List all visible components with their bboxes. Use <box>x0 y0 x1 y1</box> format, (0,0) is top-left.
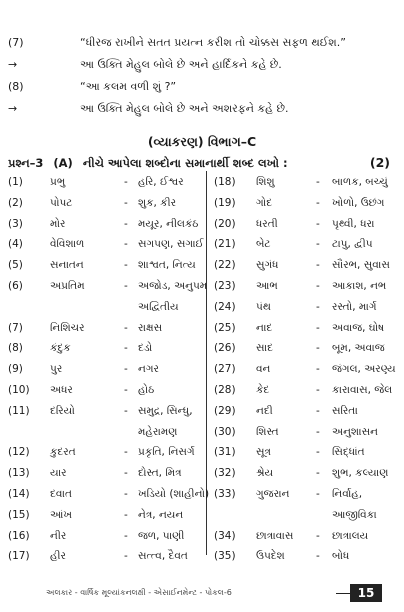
vocab-word: પોપટ <box>50 196 73 209</box>
vocab-word: શ્રેય <box>256 467 274 480</box>
vocab-row <box>214 276 404 296</box>
item-number: (19) <box>214 196 236 209</box>
item-number: (18) <box>214 176 236 188</box>
vocab-word: આભ <box>256 280 278 292</box>
vocab-word: વન <box>256 363 271 376</box>
item-number: (8) <box>8 342 23 355</box>
vocab-synonyms: મયૂર, નીલકંઠ <box>138 217 199 230</box>
item-number: (22) <box>214 259 236 272</box>
vocab-word: કંદુક <box>50 342 71 355</box>
dash-separator: - <box>124 550 128 563</box>
dash-separator: - <box>316 238 320 251</box>
item-number: (10) <box>8 384 30 396</box>
question-part: (A) <box>53 156 73 170</box>
intro-line <box>8 34 398 52</box>
line-text: આ ઉક્તિ મેહુલ બોલે છે અને હાર્દિકને કહે છે. <box>80 58 282 71</box>
vocab-row <box>214 401 404 421</box>
question-marks: (2) <box>369 155 390 170</box>
vocab-synonyms: અજોડ, અનુપમ <box>138 280 208 292</box>
item-number: (5) <box>8 259 23 272</box>
vocab-synonyms-continued: અદ્વિતીય <box>138 300 179 313</box>
vocab-row <box>8 318 204 338</box>
item-number: (30) <box>214 425 236 438</box>
vocab-row <box>8 276 208 296</box>
section-title: (વ્યાકરણ) વિભાગ–C <box>147 134 257 149</box>
vocab-word: શિશુ <box>256 176 275 188</box>
arrow-icon: → <box>8 102 18 115</box>
dash-separator: - <box>316 259 320 272</box>
vocab-synonyms: નિર્વાહ, <box>332 488 363 500</box>
item-number: (9) <box>8 363 23 376</box>
item-number: (29) <box>214 404 236 417</box>
dash-separator: - <box>316 196 320 209</box>
line-text: આ ઉક્તિ મેહુલ બોલે છે અને અશરફને કહે છે. <box>80 102 289 115</box>
vocab-word: પુર <box>50 363 63 376</box>
dash-separator: - <box>124 404 128 417</box>
vocab-synonyms: રાક્ષસ <box>138 321 163 334</box>
dash-separator: - <box>124 259 128 272</box>
vocab-row <box>214 463 404 483</box>
dash-separator: - <box>316 529 320 542</box>
item-number: (27) <box>214 363 236 376</box>
vocab-synonyms: હોઠ <box>138 384 155 396</box>
vocab-word: કુદરત <box>50 446 76 459</box>
vocab-row <box>214 484 404 504</box>
vocab-synonyms: અવાજ, ઘોષ <box>332 321 385 334</box>
vocab-synonyms: દોસ્ત, મિત્ર <box>138 467 182 480</box>
vocab-row <box>214 338 404 358</box>
dash-separator: - <box>124 363 128 376</box>
vocab-row <box>214 359 404 379</box>
line-text: “આ કલમ વળી શું ?” <box>80 80 177 93</box>
vocab-word: સાદ <box>256 342 273 355</box>
item-number: (16) <box>8 529 30 542</box>
dash-separator: - <box>124 342 128 355</box>
vocab-synonyms: પૃથ્વી, ધરા <box>332 217 375 230</box>
dash-separator: - <box>316 384 320 396</box>
vocab-word: ગુજરાન <box>256 488 290 500</box>
vocab-word: ઉપદેશ <box>256 550 285 563</box>
vocab-synonyms: બોધ <box>332 550 350 563</box>
dash-separator: - <box>316 280 320 292</box>
vocab-synonyms: હરિ, ઈશ્વર <box>138 176 184 188</box>
vocab-synonyms: સમુદ્ર, સિન્ધુ, <box>138 404 193 417</box>
vocab-row <box>8 234 204 254</box>
vocab-row <box>8 255 204 275</box>
dash-separator: - <box>316 300 320 313</box>
item-number: (26) <box>214 342 236 355</box>
dash-separator: - <box>124 321 128 334</box>
vocab-word: મોર <box>50 217 66 230</box>
vocab-row <box>214 422 404 442</box>
vocab-synonyms: ખોળો, ઉછંગ <box>332 196 385 209</box>
vocab-synonyms: રસ્તો, માર્ગ <box>332 300 377 313</box>
vocab-word: દવાત <box>50 488 72 500</box>
intro-line <box>8 100 398 118</box>
footer-text: અલકાર - વાર્ષિક મૂલ્યાંકનલક્ષી - એસાઈનમેન્ટ - પોકલ-6 <box>46 588 232 597</box>
item-number: (11) <box>8 404 30 417</box>
vocab-word: છાત્રાવાસ <box>256 529 294 542</box>
dash-separator: - <box>316 176 320 188</box>
dash-separator: - <box>124 488 128 500</box>
vocab-word: દરિયો <box>50 404 75 417</box>
vocab-row <box>214 255 404 275</box>
page-footer <box>0 584 404 602</box>
vocab-word: સૂત્ર <box>256 446 271 459</box>
vocab-word: કેદ <box>256 384 270 396</box>
vocab-row <box>8 338 204 358</box>
dash-separator: - <box>316 425 320 438</box>
vocab-word: હીર <box>50 550 66 563</box>
dash-separator: - <box>316 488 320 500</box>
vocab-word: સનાતન <box>50 259 84 272</box>
item-number: (21) <box>214 238 236 251</box>
vocab-synonyms: કારાવાસ, જેલ <box>332 384 393 396</box>
item-number: (15) <box>8 508 30 521</box>
dash-separator: - <box>124 176 128 188</box>
vocab-word: યાર <box>50 467 67 480</box>
vocab-word: અપ્રતિમ <box>50 280 85 292</box>
item-number: (33) <box>214 488 236 500</box>
vocab-synonyms: અનુશાસન <box>332 425 378 438</box>
vocab-row <box>214 214 404 234</box>
vocab-synonyms: શાશ્વત, નિત્ય <box>138 259 196 272</box>
dash-separator: - <box>124 508 128 521</box>
vocab-row <box>8 505 204 525</box>
item-number: (3) <box>8 217 23 230</box>
vocab-word: નિશિચર <box>50 321 85 334</box>
vocab-synonyms: પ્રકૃતિ, નિસર્ગ <box>138 446 195 459</box>
footer-rule <box>336 593 350 594</box>
vocab-row <box>8 172 204 192</box>
item-number: (28) <box>214 384 236 396</box>
dash-separator: - <box>316 342 320 355</box>
vocab-word: બેટ <box>256 238 271 251</box>
vocab-row <box>8 401 204 421</box>
vocab-row <box>8 484 210 504</box>
vocab-row <box>214 526 404 546</box>
vocab-synonyms: જંગલ, અરણ્ય <box>332 363 396 376</box>
vocab-word: નીર <box>50 529 67 542</box>
vocab-synonyms-continued: આજીવિકા <box>332 508 377 521</box>
dash-separator: - <box>124 384 128 396</box>
dash-separator: - <box>124 529 128 542</box>
vocab-row <box>8 359 204 379</box>
vocab-word: વેવિશાળ <box>50 238 85 251</box>
dash-separator: - <box>316 321 320 334</box>
question-label: પ્રશ્ન–3 <box>8 156 44 170</box>
vocab-synonyms: સત્ત્વ, દૈવત <box>138 550 188 563</box>
intro-line <box>8 78 398 96</box>
vocab-synonyms: નેત્ર, નયન <box>138 508 184 521</box>
vocab-row <box>8 526 204 546</box>
intro-line <box>8 56 398 74</box>
line-text: “ધીરજ રાખીને સતત પ્રયત્ન કરીશ તો ચોક્કસ સફળ થઈશ.” <box>80 36 346 49</box>
dash-separator: - <box>316 467 320 480</box>
question-text: નીચે આપેલા શબ્દોના સમાનાર્થી શબ્દ લખો : <box>82 156 288 170</box>
vocab-synonyms: સૌરભ, સુવાસ <box>332 259 390 272</box>
vocab-synonyms: સરિતા <box>332 404 358 417</box>
dash-separator: - <box>316 217 320 230</box>
vocab-synonyms: બૂમ, અવાજ <box>332 342 385 355</box>
vocab-word: પ્રભુ <box>50 176 66 188</box>
vocab-row <box>8 442 204 462</box>
vocab-synonyms: છાત્રાલય <box>332 529 369 542</box>
vocab-synonyms: શુક, કીર <box>138 196 177 209</box>
vocab-row <box>214 318 404 338</box>
vocab-synonyms: ખડિયો (શાહીનો) <box>138 488 210 500</box>
vocab-row <box>214 380 404 400</box>
item-number: (14) <box>8 488 30 500</box>
dash-separator: - <box>124 196 128 209</box>
dash-separator: - <box>124 217 128 230</box>
vocab-row <box>8 193 204 213</box>
vocab-word: આંખ <box>50 508 72 521</box>
item-number: (12) <box>8 446 30 459</box>
vocab-synonyms: આકાશ, નભ <box>332 280 387 292</box>
dash-separator: - <box>316 446 320 459</box>
vocab-word: ધરતી <box>256 217 278 230</box>
dash-separator: - <box>316 363 320 376</box>
vocab-row <box>214 193 404 213</box>
item-number: (1) <box>8 176 23 188</box>
vocab-synonyms: બાળક, બચ્ચું <box>332 176 388 188</box>
vocab-row <box>8 380 204 400</box>
vocab-synonyms: દડો <box>138 342 153 355</box>
item-number: (2) <box>8 196 23 209</box>
dash-separator: - <box>124 280 128 292</box>
item-number: (13) <box>8 467 30 480</box>
vocab-row <box>214 546 404 566</box>
vocab-synonyms: જળ, પાણી <box>138 529 185 542</box>
item-number: (6) <box>8 280 23 292</box>
vocab-word: અધર <box>50 384 73 396</box>
item-number: (20) <box>214 217 236 230</box>
arrow-icon: → <box>8 58 18 71</box>
vocab-row <box>214 442 404 462</box>
vocab-row <box>214 234 404 254</box>
item-number: (32) <box>214 467 236 480</box>
page-number: 15 <box>350 584 382 602</box>
item-number: (17) <box>8 550 30 563</box>
item-number: (7) <box>8 321 23 334</box>
item-number: (25) <box>214 321 236 334</box>
item-number: (31) <box>214 446 236 459</box>
vocab-row <box>8 214 204 234</box>
dash-separator: - <box>316 550 320 563</box>
dash-separator: - <box>124 446 128 459</box>
vocab-word: નાદ <box>256 321 273 334</box>
dash-separator: - <box>316 404 320 417</box>
vocab-synonyms: ટાપુ, દ્વીપ <box>332 238 373 251</box>
line-number: (8) <box>8 80 24 93</box>
dash-separator: - <box>124 238 128 251</box>
item-number: (24) <box>214 300 236 313</box>
vocab-word: સુગંધ <box>256 259 279 272</box>
vocab-word: પંથ <box>256 300 271 313</box>
vocab-synonyms-continued: મહેરામણ <box>138 425 178 438</box>
vocab-row <box>214 297 404 317</box>
line-number: (7) <box>8 36 24 49</box>
item-number: (34) <box>214 529 236 542</box>
vocab-synonyms: સગપણ, સગાઈ <box>138 238 204 251</box>
item-number: (4) <box>8 238 23 251</box>
vocab-word: નદી <box>256 404 273 417</box>
vocab-row <box>214 172 404 192</box>
vocab-word: શિસ્ત <box>256 425 279 438</box>
item-number: (35) <box>214 550 236 563</box>
vocab-row <box>8 546 204 566</box>
question-header <box>8 154 392 172</box>
vocab-word: ગોદ <box>256 196 273 209</box>
dash-separator: - <box>124 467 128 480</box>
vocab-synonyms: શુભ, કલ્યાણ <box>332 467 389 480</box>
vocab-synonyms: નગર <box>138 363 159 376</box>
item-number: (23) <box>214 280 236 292</box>
vocab-row <box>8 463 204 483</box>
vocab-synonyms: સિદ્ધાંત <box>332 446 365 459</box>
